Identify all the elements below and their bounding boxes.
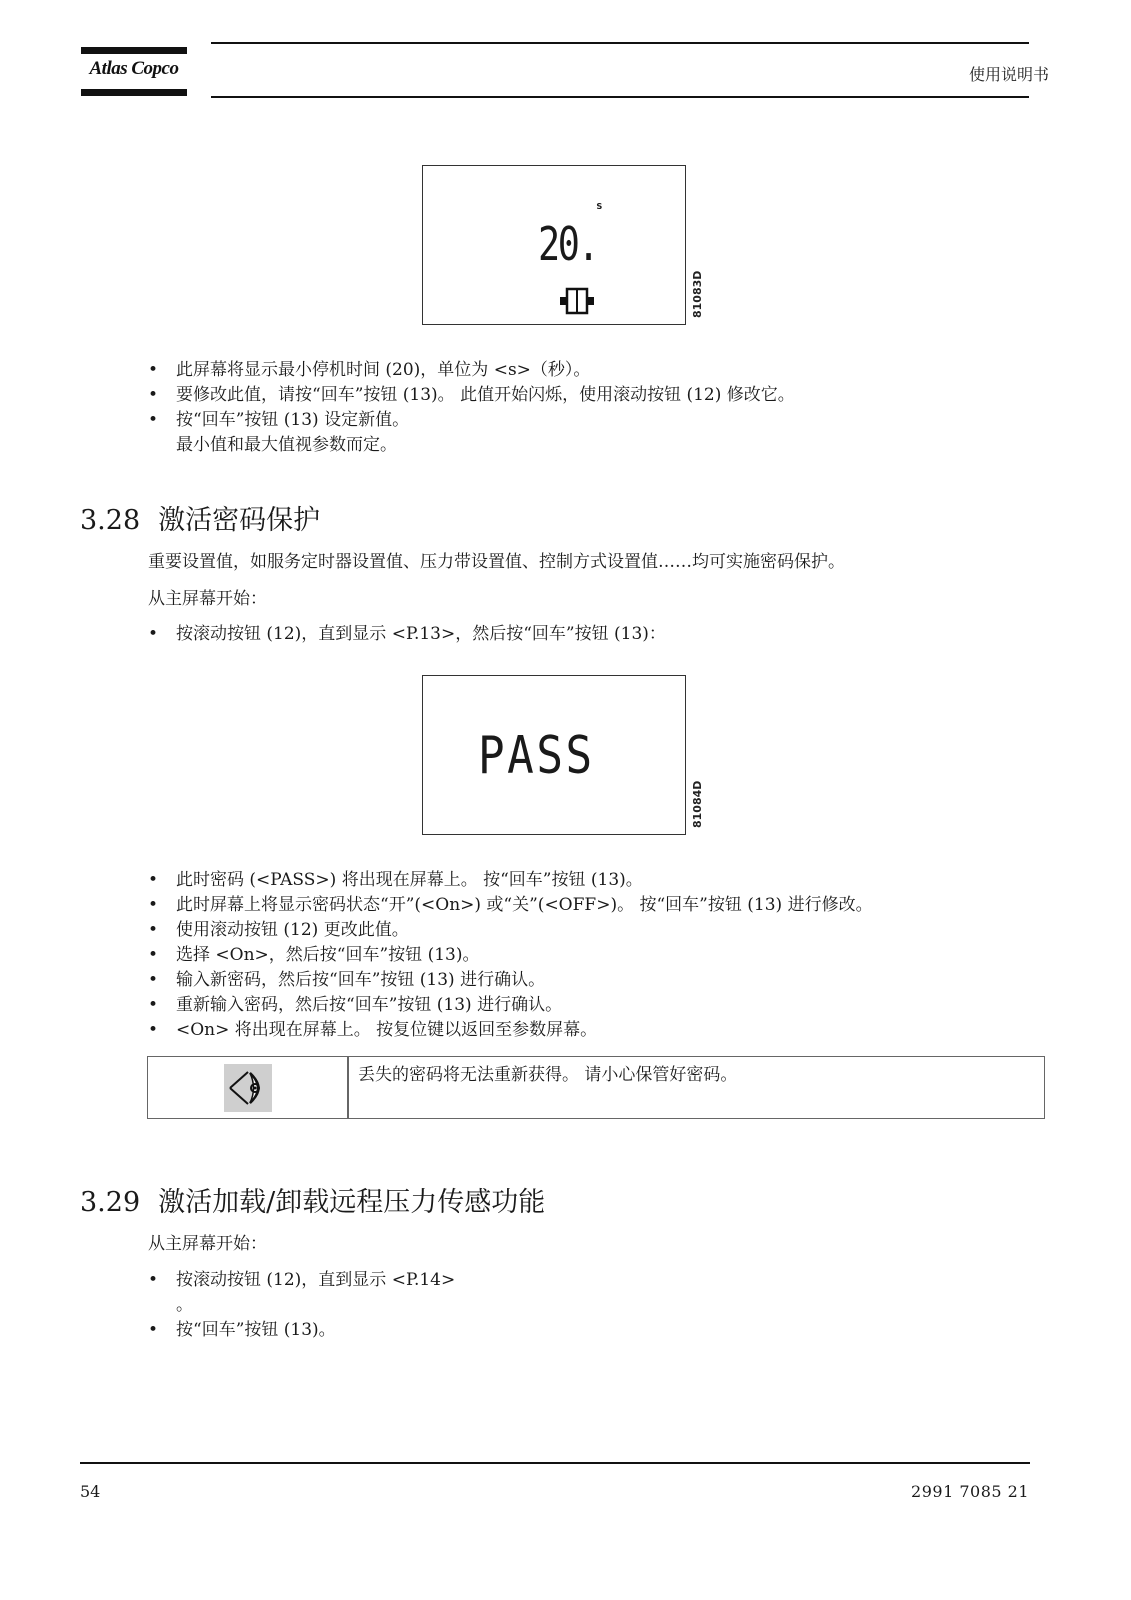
min-stop-time-instructions — [148, 358, 795, 458]
section-number: 3.28 — [80, 505, 141, 536]
display-panel-pass — [422, 675, 704, 835]
list-item: • 此时密码 (<PASS>) 将出现在屏幕上。 按“回车”按钮 (13)。 — [148, 868, 873, 893]
note-table — [147, 1056, 1045, 1119]
page-number: 54 — [80, 1482, 101, 1501]
list-item: • 使用滚动按钮 (12) 更改此值。 — [148, 918, 873, 943]
list-item: • 此屏幕将显示最小停机时间 (20)，单位为 <s>（秒）。 — [148, 358, 795, 383]
section-intro: 重要设置值，如服务定时器设置值、压力带设置值、控制方式设置值……均可实施密码保护。 — [148, 552, 845, 572]
list-item: • 按滚动按钮 (12)，直到显示 <P.14> — [148, 1268, 455, 1293]
list-item: • 输入新密码，然后按“回车”按钮 (13) 进行确认。 — [148, 968, 873, 993]
document-title: 使用说明书 — [968, 65, 1049, 84]
section-title: 激活加载/卸载远程压力传感功能 — [158, 1187, 546, 1218]
start-from-main-screen: 从主屏幕开始： — [148, 1234, 267, 1254]
list-item: • 要修改此值，请按“回车”按钮 (13)。 此值开始闪烁，使用滚动按钮 (12) 修改它。 — [148, 383, 795, 408]
list-item-continuation: 最小值和最大值视参数而定。 — [176, 435, 397, 455]
attention-eye-icon — [224, 1064, 272, 1112]
logo-bar-bottom — [81, 89, 187, 96]
motor-icon — [558, 286, 596, 316]
display-panel-min-stop-time — [422, 165, 704, 325]
list-item: • 按滚动按钮 (12)，直到显示 <P.13>，然后按“回车”按钮 (13)： — [148, 622, 666, 647]
display-value: PASS — [478, 726, 595, 786]
password-step — [148, 622, 666, 647]
password-instructions — [148, 868, 873, 1043]
section-title: 激活密码保护 — [158, 505, 321, 536]
header-rule-bottom — [211, 96, 1029, 98]
display-unit: s — [596, 199, 603, 212]
figure-code: 81083D — [691, 270, 704, 318]
start-from-main-screen: 从主屏幕开始： — [148, 589, 267, 609]
list-item: • 此时屏幕上将显示密码状态“开”(<On>) 或“关”(<OFF>)。 按“回车”按钮 (13) 进行修改。 — [148, 893, 873, 918]
header-rule-top — [211, 42, 1029, 44]
list-item-continuation: 。 — [176, 1295, 193, 1315]
footer-rule — [80, 1462, 1030, 1464]
note-divider — [347, 1057, 349, 1118]
display-value: 20. — [538, 217, 598, 271]
section-number: 3.29 — [80, 1187, 141, 1218]
document-number: 2991 7085 21 — [911, 1482, 1029, 1501]
list-item: • 选择 <On>，然后按“回车”按钮 (13)。 — [148, 943, 873, 968]
list-item: • <On> 将出现在屏幕上。 按复位键以返回至参数屏幕。 — [148, 1018, 873, 1043]
list-item: • 按“回车”按钮 (13) 设定新值。 — [148, 408, 795, 433]
figure-code: 81084D — [691, 780, 704, 828]
remote-pressure-steps — [148, 1268, 455, 1343]
list-item: • 按“回车”按钮 (13)。 — [148, 1318, 455, 1343]
note-text: 丢失的密码将无法重新获得。 请小心保管好密码。 — [358, 1065, 738, 1085]
section-heading-3-29 — [80, 1186, 545, 1220]
atlas-copco-logo: Atlas Copco — [89, 58, 179, 79]
logo-bar-top — [81, 47, 187, 54]
section-heading-3-28 — [80, 504, 320, 538]
list-item: • 重新输入密码，然后按“回车”按钮 (13) 进行确认。 — [148, 993, 873, 1018]
